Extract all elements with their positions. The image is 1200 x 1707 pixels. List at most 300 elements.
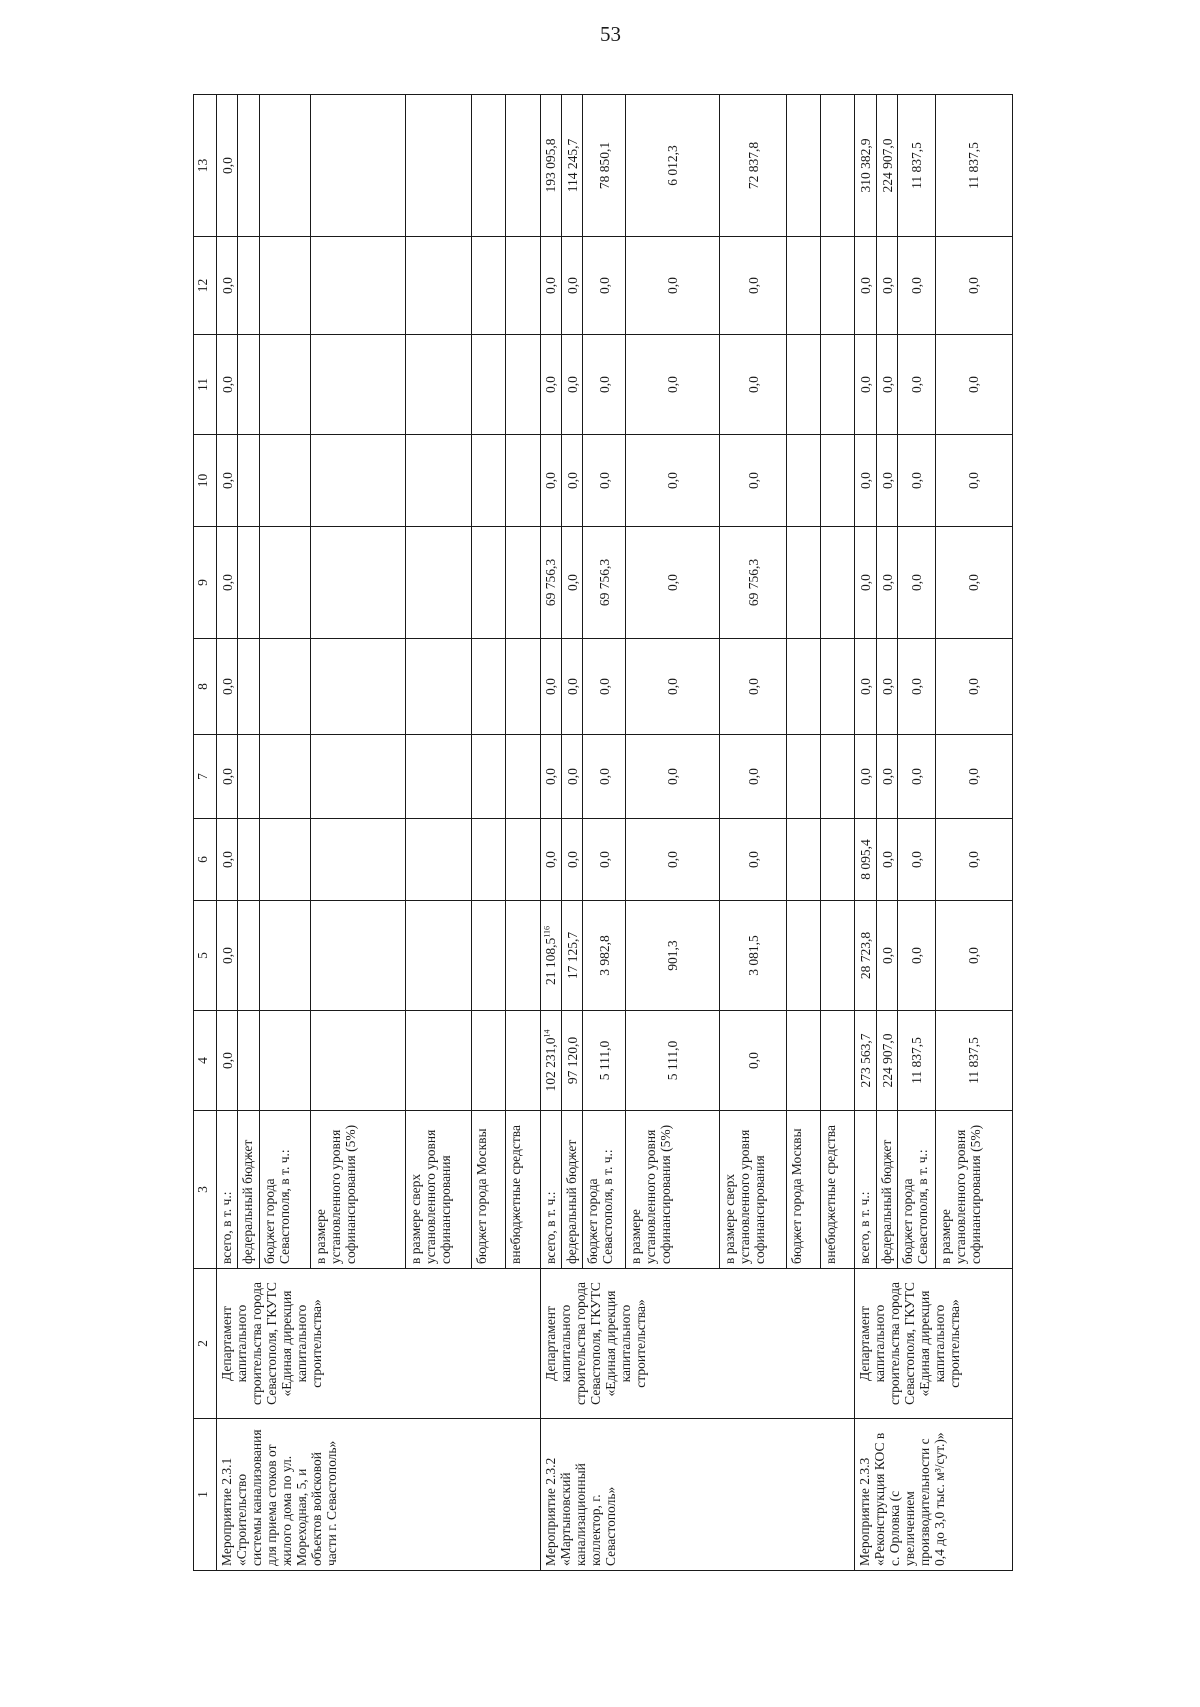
value-cell-v6 <box>898 819 935 901</box>
funding-source: внебюджетные средства <box>821 1111 855 1269</box>
value-text: 310 382,9 <box>858 138 874 193</box>
value-text: 0,0 <box>909 947 925 964</box>
value-cell-v11 <box>405 335 471 435</box>
value-cell-v9 <box>259 527 310 639</box>
value-cell-v5 <box>898 901 935 1011</box>
value-cell-v6 <box>855 819 876 901</box>
value-cell-v12 <box>259 237 310 335</box>
value-text: 0,0 <box>564 574 580 591</box>
value-cell-v5 <box>626 901 720 1011</box>
value-cell-v8 <box>786 639 820 735</box>
funding-table <box>193 94 1013 1571</box>
value-cell-v11 <box>786 335 820 435</box>
col-header: 8 <box>194 639 217 735</box>
funding-source: всего, в т. ч.: <box>540 1111 561 1269</box>
value-cell-v4 <box>259 1011 310 1111</box>
value-cell-v9 <box>935 527 1012 639</box>
value-text: 0,0 <box>909 768 925 785</box>
value-cell-v4 <box>821 1011 855 1111</box>
funding-source: в размере установленного уровня софинансирования (5%) <box>311 1111 405 1269</box>
value-text: 273 563,7 <box>858 1033 874 1088</box>
value-cell-v13 <box>821 95 855 237</box>
value-text: 0,0 <box>543 768 559 785</box>
col-header: 11 <box>194 335 217 435</box>
value-cell-v10 <box>786 435 820 527</box>
value-cell-v12 <box>935 237 1012 335</box>
col-header: 10 <box>194 435 217 527</box>
value-cell-v11 <box>238 335 259 435</box>
value-cell-v4 <box>786 1011 820 1111</box>
col-header: 12 <box>194 237 217 335</box>
value-cell-v4 <box>876 1011 897 1111</box>
value-cell-v7 <box>540 735 561 819</box>
value-cell-v12 <box>898 237 935 335</box>
value-cell-v5 <box>471 901 505 1011</box>
value-cell-v6 <box>471 819 505 901</box>
value-cell-v11 <box>540 335 561 435</box>
value-cell-v5 <box>855 901 876 1011</box>
value-cell-v13 <box>405 95 471 237</box>
value-text: 0,0 <box>858 678 874 695</box>
value-cell-v11 <box>259 335 310 435</box>
value-cell-v7 <box>898 735 935 819</box>
footnote-mark: 14 <box>542 1029 552 1038</box>
value-text: 0,0 <box>219 472 235 489</box>
value-text: 0,0 <box>665 851 681 868</box>
event-title: Мероприятие 2.3.1 «Строительство системы канализования для приема стоков от жилого дома по ул. Мореходная, 5, и объектов войсковой части г. Севастополь» <box>217 1419 541 1571</box>
value-cell-v13 <box>786 95 820 237</box>
value-cell-v9 <box>626 527 720 639</box>
value-text: 11 837,5 <box>966 142 982 189</box>
value-cell-v7 <box>583 735 626 819</box>
value-text: 0,0 <box>596 472 612 489</box>
value-text: 0,0 <box>858 376 874 393</box>
value-text: 0,0 <box>564 678 580 695</box>
value-text: 0,0 <box>909 678 925 695</box>
value-cell-v8 <box>855 639 876 735</box>
value-cell-v7 <box>821 735 855 819</box>
col-header: 5 <box>194 901 217 1011</box>
value-cell-v11 <box>311 335 405 435</box>
value-cell-v10 <box>821 435 855 527</box>
value-text: 0,0 <box>564 472 580 489</box>
value-text: 0,0 <box>745 1052 761 1069</box>
value-text: 0,0 <box>543 277 559 294</box>
value-cell-v4 <box>506 1011 540 1111</box>
value-text: 69 756,3 <box>543 558 559 607</box>
value-text: 0,0 <box>596 768 612 785</box>
value-cell-v9 <box>311 527 405 639</box>
value-cell-v9 <box>471 527 505 639</box>
value-text: 0,0 <box>745 851 761 868</box>
value-text: 72 837,8 <box>745 141 761 190</box>
value-text: 11 837,5 <box>909 142 925 189</box>
value-text: 0,0 <box>564 851 580 868</box>
col-header: 2 <box>194 1269 217 1419</box>
value-text: 0,0 <box>665 678 681 695</box>
value-cell-v8 <box>506 639 540 735</box>
value-text: 0,0 <box>543 678 559 695</box>
value-text: 69 756,3 <box>745 558 761 607</box>
value-text: 0,0 <box>543 376 559 393</box>
value-cell-v5 <box>876 901 897 1011</box>
value-cell-v5 <box>720 901 786 1011</box>
value-cell-v13 <box>238 95 259 237</box>
value-cell-v11 <box>471 335 505 435</box>
value-cell-v11 <box>821 335 855 435</box>
value-text: 0,0 <box>879 678 895 695</box>
value-cell-v6 <box>583 819 626 901</box>
value-cell-v6 <box>238 819 259 901</box>
value-cell-v11 <box>217 335 238 435</box>
value-cell-v8 <box>876 639 897 735</box>
value-cell-v10 <box>626 435 720 527</box>
value-text: 901,3 <box>665 940 681 971</box>
value-text: 0,0 <box>219 277 235 294</box>
value-cell-v12 <box>506 237 540 335</box>
event-title: Мероприятие 2.3.2 «Мартыновский канализационный коллектор, г. Севастополь» <box>540 1419 855 1571</box>
value-cell-v4 <box>561 1011 582 1111</box>
value-cell-v8 <box>259 639 310 735</box>
funding-source: в размере сверх установленного уровня софинансирования <box>405 1111 471 1269</box>
value-cell-v4 <box>935 1011 1012 1111</box>
value-cell-v12 <box>217 237 238 335</box>
value-cell-v5 <box>259 901 310 1011</box>
value-cell-v8 <box>471 639 505 735</box>
funding-source: в размере установленного уровня софинансирования (5%) <box>626 1111 720 1269</box>
value-cell-v6 <box>786 819 820 901</box>
value-cell-v13 <box>855 95 876 237</box>
value-cell-v10 <box>506 435 540 527</box>
value-cell-v7 <box>311 735 405 819</box>
value-text: 0,0 <box>219 157 235 174</box>
value-text: 0,0 <box>879 376 895 393</box>
value-text: 0,0 <box>596 851 612 868</box>
value-text: 0,0 <box>966 768 982 785</box>
value-text: 6 012,3 <box>665 145 681 186</box>
value-cell-v10 <box>898 435 935 527</box>
value-text: 0,0 <box>564 768 580 785</box>
event-executor: Департамент капитального строительства города Севастополя, ГКУТС «Единая дирекция капитального строительства» <box>540 1269 855 1419</box>
value-cell-v13 <box>720 95 786 237</box>
value-text: 11 837,5 <box>909 1037 925 1084</box>
value-cell-v12 <box>821 237 855 335</box>
funding-source: федеральный бюджет <box>238 1111 259 1269</box>
value-cell-v8 <box>238 639 259 735</box>
value-cell-v6 <box>876 819 897 901</box>
value-text: 5 111,0 <box>596 1040 612 1081</box>
value-text: 21 108,5 <box>543 937 559 985</box>
value-text: 0,0 <box>543 472 559 489</box>
funding-source: бюджет города Севастополя, в т. ч.: <box>583 1111 626 1269</box>
value-text: 0,0 <box>219 947 235 964</box>
funding-source: в размере установленного уровня софинансирования (5%) <box>935 1111 1012 1269</box>
value-text: 78 850,1 <box>596 141 612 190</box>
value-cell-v13 <box>259 95 310 237</box>
value-text: 0,0 <box>745 277 761 294</box>
value-text: 0,0 <box>966 678 982 695</box>
col-header: 7 <box>194 735 217 819</box>
value-cell-v13 <box>876 95 897 237</box>
value-cell-v12 <box>876 237 897 335</box>
value-cell-v13 <box>311 95 405 237</box>
value-text: 0,0 <box>909 851 925 868</box>
value-cell-v8 <box>561 639 582 735</box>
value-cell-v12 <box>626 237 720 335</box>
value-text: 0,0 <box>543 851 559 868</box>
value-cell-v12 <box>855 237 876 335</box>
value-cell-v4 <box>238 1011 259 1111</box>
value-text: 0,0 <box>596 277 612 294</box>
table-row <box>217 95 238 1571</box>
value-text: 0,0 <box>219 678 235 695</box>
value-cell-v7 <box>561 735 582 819</box>
value-cell-v9 <box>561 527 582 639</box>
value-cell-v5 <box>540 901 561 1011</box>
value-text: 0,0 <box>219 574 235 591</box>
value-cell-v10 <box>876 435 897 527</box>
value-cell-v12 <box>540 237 561 335</box>
value-text: 0,0 <box>966 851 982 868</box>
value-text: 0,0 <box>909 574 925 591</box>
value-cell-v10 <box>540 435 561 527</box>
page-number: 53 <box>600 22 621 46</box>
value-cell-v11 <box>720 335 786 435</box>
value-text: 0,0 <box>596 678 612 695</box>
event-title: Мероприятие 2.3.3 «Реконструкция КОС в с. Орловка (с увеличением производительности с 0,4 до 3,0 тыс. м³/сут.)» <box>855 1419 1013 1571</box>
value-text: 0,0 <box>879 574 895 591</box>
value-cell-v7 <box>471 735 505 819</box>
value-cell-v6 <box>506 819 540 901</box>
value-text: 0,0 <box>879 472 895 489</box>
value-cell-v13 <box>217 95 238 237</box>
value-cell-v12 <box>238 237 259 335</box>
value-cell-v9 <box>720 527 786 639</box>
value-cell-v9 <box>876 527 897 639</box>
value-text: 0,0 <box>909 376 925 393</box>
funding-source: федеральный бюджет <box>876 1111 897 1269</box>
value-cell-v13 <box>898 95 935 237</box>
event-executor: Департамент капитального строительства города Севастополя, ГКУТС «Единая дирекция капитального строительства» <box>855 1269 1013 1419</box>
value-text: 0,0 <box>665 472 681 489</box>
value-cell-v12 <box>405 237 471 335</box>
value-cell-v11 <box>506 335 540 435</box>
value-cell-v4 <box>540 1011 561 1111</box>
value-cell-v13 <box>471 95 505 237</box>
value-cell-v10 <box>405 435 471 527</box>
value-cell-v12 <box>471 237 505 335</box>
value-text: 28 723,8 <box>858 931 874 980</box>
value-cell-v9 <box>540 527 561 639</box>
value-cell-v10 <box>855 435 876 527</box>
value-cell-v9 <box>217 527 238 639</box>
value-cell-v9 <box>821 527 855 639</box>
value-cell-v8 <box>311 639 405 735</box>
value-cell-v5 <box>935 901 1012 1011</box>
value-cell-v5 <box>238 901 259 1011</box>
value-cell-v9 <box>506 527 540 639</box>
column-number-row <box>194 95 217 1571</box>
value-text: 0,0 <box>879 851 895 868</box>
value-text: 8 095,4 <box>858 839 874 880</box>
value-cell-v7 <box>720 735 786 819</box>
value-text: 0,0 <box>665 376 681 393</box>
value-text: 0,0 <box>564 376 580 393</box>
value-cell-v8 <box>626 639 720 735</box>
value-text: 0,0 <box>879 768 895 785</box>
table-body <box>217 95 1013 1571</box>
value-text: 224 907,0 <box>879 1033 895 1088</box>
value-text: 11 837,5 <box>966 1037 982 1084</box>
value-cell-v8 <box>217 639 238 735</box>
value-text: 102 231,0 <box>543 1037 559 1092</box>
value-cell-v7 <box>506 735 540 819</box>
value-cell-v7 <box>876 735 897 819</box>
value-cell-v4 <box>583 1011 626 1111</box>
table-row <box>540 95 561 1571</box>
value-cell-v9 <box>786 527 820 639</box>
value-text: 0,0 <box>858 768 874 785</box>
col-header: 9 <box>194 527 217 639</box>
funding-source: всего, в т. ч.: <box>855 1111 876 1269</box>
value-text: 0,0 <box>665 768 681 785</box>
value-text: 224 907,0 <box>879 138 895 193</box>
col-header: 3 <box>194 1111 217 1269</box>
value-cell-v6 <box>720 819 786 901</box>
value-cell-v7 <box>786 735 820 819</box>
value-cell-v6 <box>217 819 238 901</box>
value-cell-v9 <box>405 527 471 639</box>
funding-source: бюджет города Севастополя, в т. ч.: <box>259 1111 310 1269</box>
value-text: 69 756,3 <box>596 558 612 607</box>
value-cell-v13 <box>506 95 540 237</box>
value-cell-v5 <box>311 901 405 1011</box>
value-cell-v10 <box>935 435 1012 527</box>
value-text: 0,0 <box>219 851 235 868</box>
value-cell-v4 <box>471 1011 505 1111</box>
value-cell-v6 <box>561 819 582 901</box>
value-cell-v6 <box>311 819 405 901</box>
value-cell-v11 <box>898 335 935 435</box>
value-text: 0,0 <box>966 472 982 489</box>
value-text: 0,0 <box>564 277 580 294</box>
value-cell-v7 <box>626 735 720 819</box>
value-text: 0,0 <box>745 472 761 489</box>
event-executor: Департамент капитального строительства города Севастополя, ГКУТС «Единая дирекция капитального строительства» <box>217 1269 541 1419</box>
value-text: 0,0 <box>909 277 925 294</box>
rotated-table-container <box>193 95 1013 1571</box>
value-cell-v7 <box>405 735 471 819</box>
value-text: 0,0 <box>966 574 982 591</box>
value-cell-v8 <box>898 639 935 735</box>
value-text: 0,0 <box>879 277 895 294</box>
value-cell-v8 <box>405 639 471 735</box>
value-text: 0,0 <box>858 472 874 489</box>
value-cell-v11 <box>935 335 1012 435</box>
value-cell-v4 <box>311 1011 405 1111</box>
funding-source: бюджет города Севастополя, в т. ч.: <box>898 1111 935 1269</box>
value-cell-v12 <box>561 237 582 335</box>
value-text: 3 982,8 <box>596 935 612 976</box>
value-text: 0,0 <box>219 376 235 393</box>
funding-source: внебюджетные средства <box>506 1111 540 1269</box>
value-text: 0,0 <box>858 277 874 294</box>
value-cell-v7 <box>217 735 238 819</box>
value-cell-v8 <box>821 639 855 735</box>
value-cell-v13 <box>935 95 1012 237</box>
value-text: 5 111,0 <box>665 1040 681 1081</box>
value-cell-v10 <box>259 435 310 527</box>
value-cell-v10 <box>238 435 259 527</box>
value-cell-v8 <box>935 639 1012 735</box>
funding-source: бюджет города Москвы <box>786 1111 820 1269</box>
value-cell-v11 <box>626 335 720 435</box>
value-cell-v10 <box>720 435 786 527</box>
value-cell-v10 <box>471 435 505 527</box>
value-text: 0,0 <box>665 574 681 591</box>
value-cell-v7 <box>855 735 876 819</box>
value-cell-v6 <box>540 819 561 901</box>
value-cell-v10 <box>583 435 626 527</box>
value-text: 0,0 <box>966 376 982 393</box>
value-cell-v7 <box>238 735 259 819</box>
value-cell-v10 <box>561 435 582 527</box>
value-cell-v9 <box>238 527 259 639</box>
footnote-mark: 116 <box>542 926 552 938</box>
value-cell-v8 <box>720 639 786 735</box>
value-cell-v12 <box>786 237 820 335</box>
value-cell-v11 <box>855 335 876 435</box>
value-text: 0,0 <box>966 947 982 964</box>
col-header: 13 <box>194 95 217 237</box>
col-header: 1 <box>194 1419 217 1571</box>
value-text: 0,0 <box>745 768 761 785</box>
value-cell-v4 <box>720 1011 786 1111</box>
value-text: 0,0 <box>966 277 982 294</box>
value-cell-v11 <box>876 335 897 435</box>
table-row <box>855 95 876 1571</box>
funding-source: всего, в т. ч.: <box>217 1111 238 1269</box>
value-cell-v4 <box>626 1011 720 1111</box>
funding-source: бюджет города Москвы <box>471 1111 505 1269</box>
value-cell-v12 <box>311 237 405 335</box>
value-cell-v13 <box>583 95 626 237</box>
col-header: 6 <box>194 819 217 901</box>
value-cell-v4 <box>405 1011 471 1111</box>
value-cell-v5 <box>583 901 626 1011</box>
value-cell-v7 <box>935 735 1012 819</box>
value-cell-v4 <box>855 1011 876 1111</box>
value-cell-v5 <box>561 901 582 1011</box>
value-text: 0,0 <box>596 376 612 393</box>
value-cell-v8 <box>583 639 626 735</box>
value-cell-v6 <box>626 819 720 901</box>
value-cell-v9 <box>583 527 626 639</box>
value-cell-v13 <box>561 95 582 237</box>
value-text: 0,0 <box>858 574 874 591</box>
value-cell-v8 <box>540 639 561 735</box>
value-cell-v5 <box>506 901 540 1011</box>
value-cell-v5 <box>405 901 471 1011</box>
value-cell-v5 <box>821 901 855 1011</box>
value-text: 0,0 <box>745 376 761 393</box>
funding-source: в размере сверх установленного уровня софинансирования <box>720 1111 786 1269</box>
value-cell-v5 <box>217 901 238 1011</box>
value-cell-v6 <box>821 819 855 901</box>
funding-source: федеральный бюджет <box>561 1111 582 1269</box>
value-text: 193 095,8 <box>543 138 559 193</box>
col-header: 4 <box>194 1011 217 1111</box>
